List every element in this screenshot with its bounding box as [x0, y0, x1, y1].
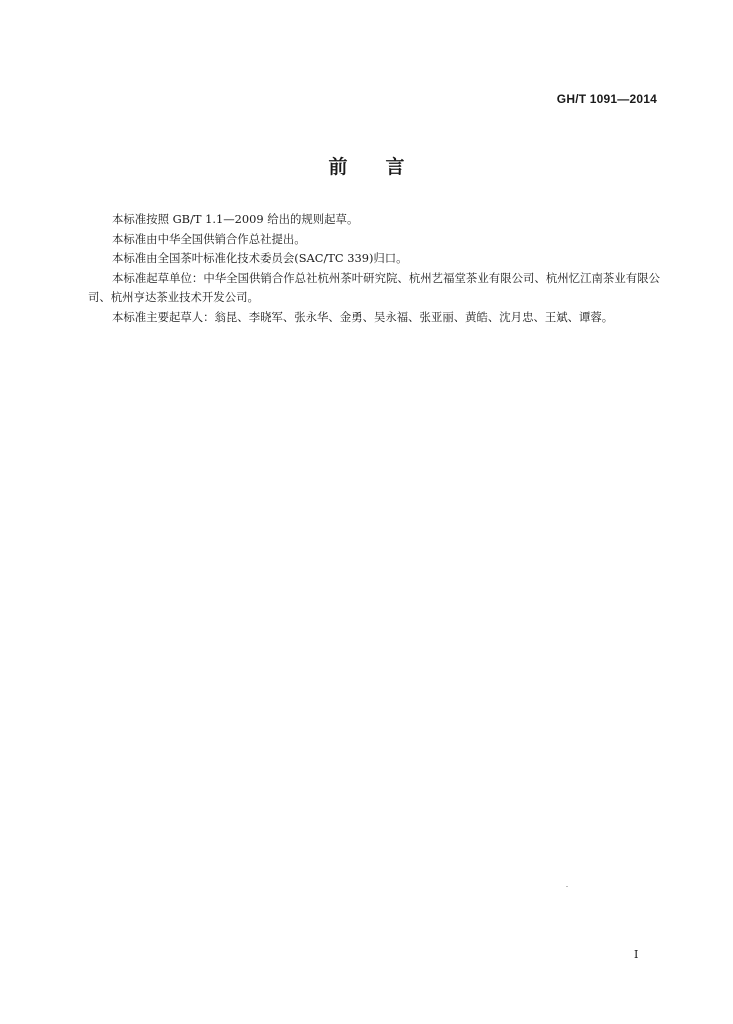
paragraph-proposer: 本标准由中华全国供销合作总社提出。: [112, 231, 306, 246]
foreword-body: [88, 210, 660, 327]
paragraph-drafting-units: 本标准起草单位：中华全国供销合作总社杭州茶叶研究院、杭州艺福堂茶业有限公司、杭州忆江南茶业有限公司、杭州亨达茶业技术开发公司。: [88, 270, 660, 304]
page-number: I: [634, 948, 639, 961]
standard-code: GH/T 1091—2014: [556, 92, 657, 106]
paragraph-committee: 本标准由全国茶叶标准化技术委员会(SAC/TC 339)归口。: [112, 251, 408, 265]
paragraph-drafting-rules: 本标准按照 GB/T 1.1—2009 给出的规则起草。: [112, 212, 359, 226]
paragraph-drafters: 本标准主要起草人：翁昆、李晓军、张永华、金勇、吴永福、张亚丽、黄皓、沈月忠、王斌、谭蓉。: [112, 309, 614, 324]
scan-speck: [566, 886, 568, 887]
page-title: 前言: [328, 156, 443, 178]
